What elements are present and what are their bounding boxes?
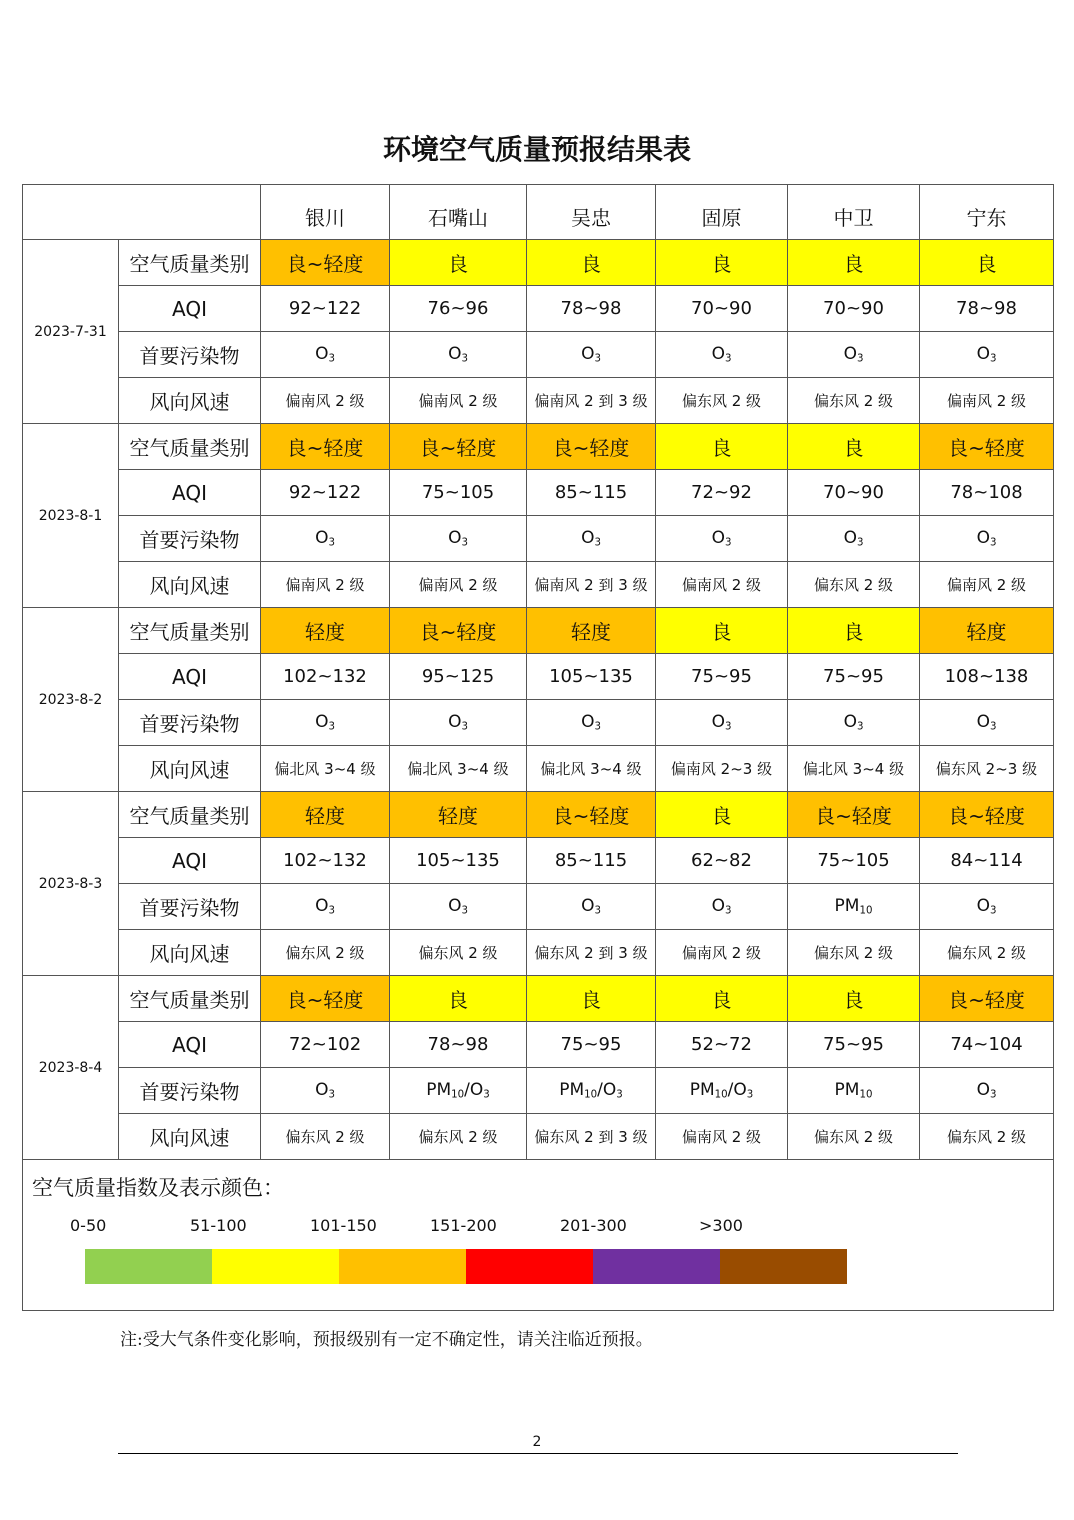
wind-cell: 偏东风 2 级 <box>656 378 788 424</box>
forecast-row <box>23 884 1054 930</box>
wind-cell: 偏东风 2 级 <box>261 930 390 976</box>
aqi-cell: 85~115 <box>527 838 656 884</box>
category-cell: 良 <box>788 608 920 654</box>
category-cell: 良 <box>527 976 656 1022</box>
pollutant-cell: $O_3$ <box>656 332 788 378</box>
pollutant-cell: $O_3$ <box>390 516 527 562</box>
pollutant-cell: $O_3$ <box>788 332 920 378</box>
pollutant-cell: $O_3$ <box>920 700 1054 746</box>
aqi-cell: 75~105 <box>390 470 527 516</box>
legend-color-swatch <box>212 1249 339 1284</box>
row-label: 风向风速 <box>119 930 261 976</box>
category-cell: 良 <box>390 240 527 286</box>
row-label: AQI <box>119 470 261 516</box>
row-label: AQI <box>119 654 261 700</box>
aqi-cell: 84~114 <box>920 838 1054 884</box>
wind-cell: 偏北风 3~4 级 <box>261 746 390 792</box>
forecast-row <box>23 838 1054 884</box>
category-cell: 良 <box>788 424 920 470</box>
aqi-cell: 72~92 <box>656 470 788 516</box>
wind-cell: 偏南风 2 级 <box>261 562 390 608</box>
aqi-cell: 75~95 <box>656 654 788 700</box>
aqi-cell: 75~95 <box>788 654 920 700</box>
forecast-row <box>23 286 1054 332</box>
legend-range-label: 201-300 <box>560 1216 627 1235</box>
forecast-row <box>23 240 1054 286</box>
category-cell: 轻度 <box>920 608 1054 654</box>
pollutant-cell: $O_3$ <box>527 884 656 930</box>
forecast-row <box>23 378 1054 424</box>
city-header: 中卫 <box>788 185 920 240</box>
pollutant-cell: $O_3$ <box>920 332 1054 378</box>
category-cell: 良~轻度 <box>261 424 390 470</box>
aqi-cell: 92~122 <box>261 286 390 332</box>
aqi-cell: 75~95 <box>788 1022 920 1068</box>
wind-cell: 偏东风 2 级 <box>788 562 920 608</box>
category-cell: 良 <box>656 792 788 838</box>
aqi-cell: 76~96 <box>390 286 527 332</box>
forecast-row <box>23 332 1054 378</box>
pollutant-cell: $O_3$ <box>656 700 788 746</box>
aqi-cell: 74~104 <box>920 1022 1054 1068</box>
aqi-cell: 102~132 <box>261 838 390 884</box>
aqi-cell: 92~122 <box>261 470 390 516</box>
row-label: AQI <box>119 1022 261 1068</box>
pollutant-cell: $PM_{10}$ <box>788 884 920 930</box>
category-cell: 良 <box>788 240 920 286</box>
aqi-cell: 108~138 <box>920 654 1054 700</box>
date-cell: 2023-8-1 <box>23 424 119 608</box>
pollutant-cell: $PM_{10}/O_3$ <box>656 1068 788 1114</box>
legend-title: 空气质量指数及表示颜色： <box>32 1176 284 1200</box>
category-cell: 良 <box>920 240 1054 286</box>
wind-cell: 偏北风 3~4 级 <box>788 746 920 792</box>
legend-color-swatch <box>339 1249 466 1284</box>
forecast-row <box>23 424 1054 470</box>
wind-cell: 偏东风 2 级 <box>920 1114 1054 1160</box>
row-label: 风向风速 <box>119 378 261 424</box>
aqi-cell: 78~98 <box>390 1022 527 1068</box>
category-cell: 良~轻度 <box>788 792 920 838</box>
forecast-row <box>23 746 1054 792</box>
aqi-cell: 105~135 <box>527 654 656 700</box>
wind-cell: 偏南风 2 级 <box>920 562 1054 608</box>
category-cell: 良~轻度 <box>920 424 1054 470</box>
row-label: 首要污染物 <box>119 1068 261 1114</box>
pollutant-cell: $O_3$ <box>261 884 390 930</box>
city-header: 宁东 <box>920 185 1054 240</box>
pollutant-cell: $O_3$ <box>527 332 656 378</box>
wind-cell: 偏南风 2 级 <box>656 930 788 976</box>
wind-cell: 偏北风 3~4 级 <box>527 746 656 792</box>
forecast-row <box>23 976 1054 1022</box>
pollutant-cell: $O_3$ <box>261 700 390 746</box>
aqi-cell: 85~115 <box>527 470 656 516</box>
legend-color-swatch <box>466 1249 593 1284</box>
aqi-cell: 78~98 <box>527 286 656 332</box>
pollutant-cell: $O_3$ <box>656 884 788 930</box>
wind-cell: 偏南风 2 级 <box>656 1114 788 1160</box>
date-cell: 2023-8-2 <box>23 608 119 792</box>
row-label: 空气质量类别 <box>119 976 261 1022</box>
wind-cell: 偏南风 2 到 3 级 <box>527 378 656 424</box>
wind-cell: 偏东风 2 级 <box>261 1114 390 1160</box>
forecast-table <box>22 184 1054 1311</box>
pollutant-cell: $O_3$ <box>788 516 920 562</box>
row-label: AQI <box>119 838 261 884</box>
date-cell: 2023-7-31 <box>23 240 119 424</box>
aqi-cell: 75~105 <box>788 838 920 884</box>
aqi-cell: 75~95 <box>527 1022 656 1068</box>
pollutant-cell: $PM_{10}/O_3$ <box>390 1068 527 1114</box>
row-label: AQI <box>119 286 261 332</box>
pollutant-cell: $O_3$ <box>390 700 527 746</box>
row-label: 空气质量类别 <box>119 424 261 470</box>
footnote: 注:受大气条件变化影响，预报级别有一定不确定性，请关注临近预报。 <box>120 1330 653 1350</box>
forecast-row <box>23 930 1054 976</box>
legend-color-swatch <box>593 1249 720 1284</box>
category-cell: 良~轻度 <box>920 976 1054 1022</box>
category-cell: 良~轻度 <box>390 608 527 654</box>
wind-cell: 偏南风 2 级 <box>261 378 390 424</box>
forecast-row <box>23 562 1054 608</box>
pollutant-cell: $PM_{10}$ <box>788 1068 920 1114</box>
wind-cell: 偏东风 2 级 <box>390 1114 527 1160</box>
category-cell: 良 <box>788 976 920 1022</box>
category-cell: 轻度 <box>390 792 527 838</box>
pollutant-cell: $O_3$ <box>261 332 390 378</box>
row-label: 首要污染物 <box>119 332 261 378</box>
pollutant-cell: $O_3$ <box>656 516 788 562</box>
city-header: 石嘴山 <box>390 185 527 240</box>
legend-range-label: 51-100 <box>190 1216 247 1235</box>
pollutant-cell: $PM_{10}/O_3$ <box>527 1068 656 1114</box>
city-header: 银川 <box>261 185 390 240</box>
page-title: 环境空气质量预报结果表 <box>382 133 691 166</box>
city-header: 吴忠 <box>527 185 656 240</box>
aqi-cell: 62~82 <box>656 838 788 884</box>
forecast-row <box>23 1068 1054 1114</box>
category-cell: 良~轻度 <box>261 240 390 286</box>
pollutant-cell: $O_3$ <box>261 1068 390 1114</box>
row-label: 空气质量类别 <box>119 608 261 654</box>
forecast-row <box>23 700 1054 746</box>
aqi-cell: 95~125 <box>390 654 527 700</box>
wind-cell: 偏东风 2 到 3 级 <box>527 930 656 976</box>
aqi-cell: 52~72 <box>656 1022 788 1068</box>
aqi-cell: 70~90 <box>788 286 920 332</box>
category-cell: 轻度 <box>261 792 390 838</box>
forecast-row <box>23 792 1054 838</box>
wind-cell: 偏南风 2 级 <box>656 562 788 608</box>
wind-cell: 偏南风 2 到 3 级 <box>527 562 656 608</box>
category-cell: 良 <box>527 240 656 286</box>
legend-range-label: 151-200 <box>430 1216 497 1235</box>
row-label: 风向风速 <box>119 562 261 608</box>
pollutant-cell: $O_3$ <box>527 516 656 562</box>
wind-cell: 偏北风 3~4 级 <box>390 746 527 792</box>
aqi-cell: 70~90 <box>656 286 788 332</box>
category-cell: 良~轻度 <box>920 792 1054 838</box>
date-cell: 2023-8-3 <box>23 792 119 976</box>
row-label: 空气质量类别 <box>119 240 261 286</box>
category-cell: 良 <box>656 608 788 654</box>
pollutant-cell: $O_3$ <box>261 516 390 562</box>
wind-cell: 偏东风 2 级 <box>390 930 527 976</box>
pollutant-cell: $O_3$ <box>920 1068 1054 1114</box>
date-cell: 2023-8-4 <box>23 976 119 1160</box>
wind-cell: 偏东风 2 级 <box>920 930 1054 976</box>
row-label: 首要污染物 <box>119 884 261 930</box>
category-cell: 轻度 <box>261 608 390 654</box>
pollutant-cell: $O_3$ <box>390 884 527 930</box>
city-header: 固原 <box>656 185 788 240</box>
wind-cell: 偏南风 2 级 <box>390 562 527 608</box>
row-label: 风向风速 <box>119 746 261 792</box>
pollutant-cell: $O_3$ <box>390 332 527 378</box>
forecast-row <box>23 516 1054 562</box>
aqi-cell: 72~102 <box>261 1022 390 1068</box>
row-label: 风向风速 <box>119 1114 261 1160</box>
pollutant-cell: $O_3$ <box>920 516 1054 562</box>
wind-cell: 偏东风 2~3 级 <box>920 746 1054 792</box>
aqi-cell: 105~135 <box>390 838 527 884</box>
category-cell: 轻度 <box>527 608 656 654</box>
pollutant-cell: $O_3$ <box>920 884 1054 930</box>
legend-range-label: 0-50 <box>70 1216 107 1235</box>
wind-cell: 偏南风 2 级 <box>920 378 1054 424</box>
category-cell: 良~轻度 <box>261 976 390 1022</box>
page-number: 2 <box>532 1434 542 1450</box>
row-label: 空气质量类别 <box>119 792 261 838</box>
aqi-cell: 102~132 <box>261 654 390 700</box>
legend-color-swatch <box>85 1249 212 1284</box>
category-cell: 良~轻度 <box>527 792 656 838</box>
legend-range-label: >300 <box>699 1216 743 1235</box>
row-label: 首要污染物 <box>119 516 261 562</box>
wind-cell: 偏东风 2 级 <box>788 930 920 976</box>
forecast-row <box>23 654 1054 700</box>
aqi-cell: 78~98 <box>920 286 1054 332</box>
aqi-legend <box>23 1160 1054 1311</box>
aqi-cell: 78~108 <box>920 470 1054 516</box>
wind-cell: 偏东风 2 到 3 级 <box>527 1114 656 1160</box>
category-cell: 良~轻度 <box>527 424 656 470</box>
corner-cell <box>23 185 261 240</box>
aqi-cell: 70~90 <box>788 470 920 516</box>
category-cell: 良 <box>390 976 527 1022</box>
category-cell: 良 <box>656 424 788 470</box>
category-cell: 良 <box>656 240 788 286</box>
header-row <box>23 185 1054 240</box>
forecast-row <box>23 608 1054 654</box>
wind-cell: 偏东风 2 级 <box>788 1114 920 1160</box>
footer-rule <box>118 1453 958 1454</box>
wind-cell: 偏南风 2 级 <box>390 378 527 424</box>
forecast-row <box>23 1114 1054 1160</box>
forecast-row <box>23 470 1054 516</box>
legend-range-label: 101-150 <box>310 1216 377 1235</box>
category-cell: 良 <box>656 976 788 1022</box>
wind-cell: 偏东风 2 级 <box>788 378 920 424</box>
wind-cell: 偏南风 2~3 级 <box>656 746 788 792</box>
category-cell: 良~轻度 <box>390 424 527 470</box>
legend-color-swatch <box>720 1249 847 1284</box>
forecast-row <box>23 1022 1054 1068</box>
pollutant-cell: $O_3$ <box>527 700 656 746</box>
pollutant-cell: $O_3$ <box>788 700 920 746</box>
row-label: 首要污染物 <box>119 700 261 746</box>
